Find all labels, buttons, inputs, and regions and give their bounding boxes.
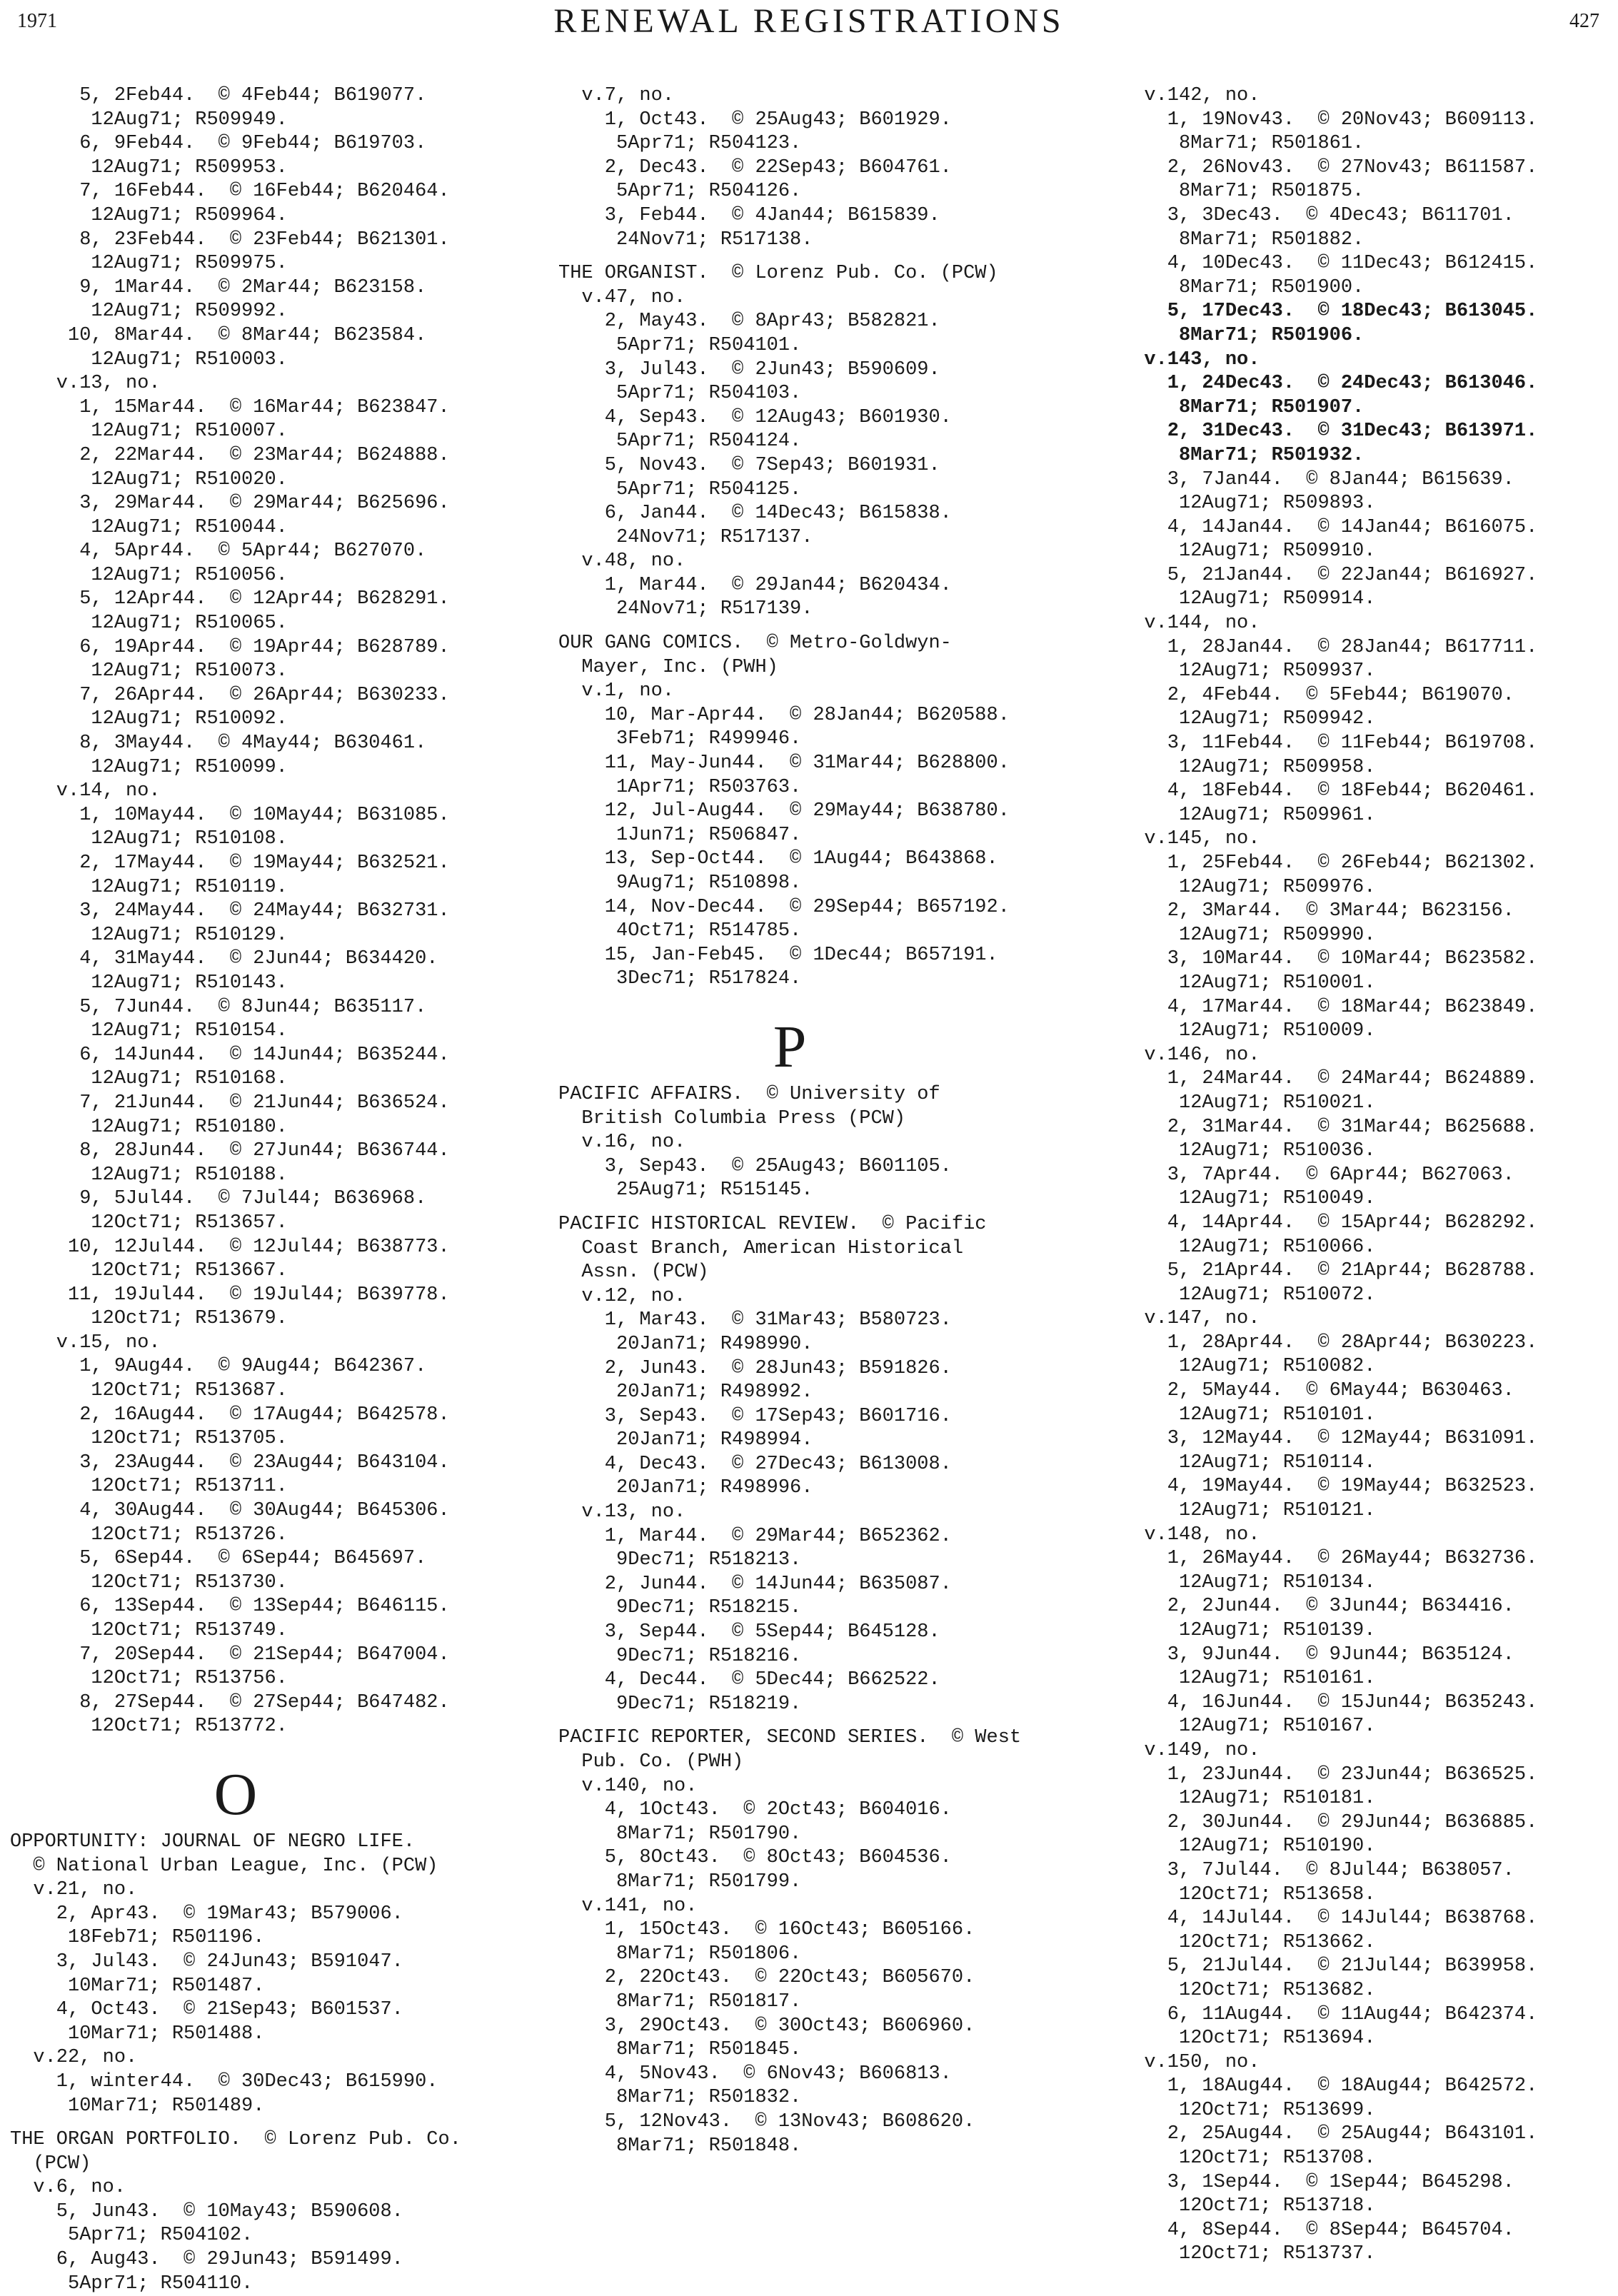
column-middle — [558, 84, 1021, 2158]
entry-line: 12Aug71; R510181. — [1121, 1788, 1376, 1810]
entry-line: 3, 7Jan44. © 8Jan44; B615639. — [1121, 468, 1514, 490]
entry-spacer — [558, 252, 1021, 262]
entry-line: 3Feb71; R499946. — [558, 728, 802, 750]
entry-line: 12Aug71; R509953. — [10, 156, 288, 178]
entry-line: 1, 28Apr44. © 28Apr44; B630223. — [1121, 1331, 1538, 1354]
page-year: 1971 — [17, 10, 57, 32]
entry-line: 4, 5Nov43. © 6Nov43; B606813. — [558, 2063, 952, 2085]
entry-line: 1, 10May44. © 10May44; B631085. — [10, 804, 450, 826]
entry-line: OPPORTUNITY: JOURNAL OF NEGRO LIFE. — [10, 1831, 416, 1853]
entry-line: 12Aug71; R510188. — [10, 1164, 288, 1186]
entry-spacer — [10, 2118, 461, 2128]
entry-line: v.21, no. — [10, 1879, 138, 1901]
entry-line: v.149, no. — [1121, 1739, 1260, 1761]
entry-line: 6, 14Jun44. © 14Jun44; B635244. — [10, 1044, 450, 1066]
entry-line: 5Apr71; R504110. — [10, 2272, 253, 2295]
entry-line: v.148, no. — [1121, 1524, 1260, 1546]
entry-line: 12Aug71; R510139. — [1121, 1620, 1376, 1641]
entry-line: 12Oct71; R513699. — [1121, 2099, 1376, 2121]
entry-line: 2, Apr43. © 19Mar43; B579006. — [10, 1903, 403, 1925]
entry-line: 12Oct71; R513749. — [10, 1620, 288, 1641]
entry-line: v.1, no. — [558, 680, 675, 703]
entry-line: 12Aug71; R509976. — [1121, 876, 1376, 898]
entry-line: 4, 17Mar44. © 18Mar44; B623849. — [1121, 996, 1538, 1018]
entry-line: 5, 21Jan44. © 22Jan44; B616927. — [1121, 564, 1538, 586]
entry-line: 12Aug71; R510114. — [1121, 1451, 1376, 1474]
entry-line: 20Jan71; R498994. — [558, 1429, 813, 1451]
entry-line: 2, 25Aug44. © 25Aug44; B643101. — [1121, 2123, 1538, 2145]
entry-line: 5, 21Jul44. © 21Jul44; B639958. — [1121, 1955, 1538, 1978]
entry-line: 8Mar71; R501848. — [558, 2135, 802, 2157]
entry-line: 3, 9Jun44. © 9Jun44; B635124. — [1121, 1643, 1514, 1666]
entry-line: 24Nov71; R517139. — [558, 598, 813, 620]
entry-line: 12Oct71; R513708. — [1121, 2148, 1376, 2170]
entry-spacer — [558, 1716, 1021, 1726]
entry-line: 4, 31May44. © 2Jun44; B634420. — [10, 948, 438, 970]
entry-line: 15, Jan-Feb45. © 1Dec44; B657191. — [558, 944, 998, 966]
entry-line: 4, 18Feb44. © 18Feb44; B620461. — [1121, 780, 1538, 802]
entry-line: 1, Mar44. © 29Mar44; B652362. — [558, 1525, 952, 1547]
entry-line: 12Oct71; R513682. — [1121, 1979, 1376, 2001]
entry-line: 12Aug71; R510167. — [1121, 1716, 1376, 1738]
entry-line: 12Aug71; R510180. — [10, 1116, 288, 1138]
entry-line: v.140, no. — [558, 1775, 698, 1797]
entry-line: v.13, no. — [558, 1501, 686, 1524]
entry-line: 1, 18Aug44. © 18Aug44; B642572. — [1121, 2075, 1538, 2098]
entry-line: 9Dec71; R518213. — [558, 1549, 802, 1571]
entry-line: © National Urban League, Inc. (PCW) — [10, 1855, 438, 1877]
entry-line: THE ORGAN PORTFOLIO. © Lorenz Pub. Co. — [10, 2129, 461, 2151]
entry-line: 20Jan71; R498992. — [558, 1381, 813, 1404]
section-letter: P — [773, 1013, 807, 1080]
entry-line: 7, 26Apr44. © 26Apr44; B630233. — [10, 684, 450, 706]
entry-line: PACIFIC AFFAIRS. © University of — [558, 1083, 940, 1105]
entry-line: 4, Dec44. © 5Dec44; B662522. — [558, 1669, 940, 1691]
entry-line: 2, 30Jun44. © 29Jun44; B636885. — [1121, 1811, 1538, 1833]
entry-line: British Columbia Press (PCW) — [558, 1107, 906, 1129]
entry-line: 12Aug71; R509914. — [1121, 588, 1376, 610]
entry-line: 9, 5Jul44. © 7Jul44; B636968. — [10, 1188, 427, 1210]
entry-line: 12Oct71; R513772. — [10, 1716, 288, 1738]
entry-line: 2, Jun43. © 28Jun43; B591826. — [558, 1357, 952, 1379]
entry-line: 8, 27Sep44. © 27Sep44; B647482. — [10, 1691, 450, 1713]
page-number: 427 — [1569, 10, 1599, 32]
entry-line: 2, 22Mar44. © 23Mar44; B624888. — [10, 444, 450, 466]
entry-line: 12Aug71; R509910. — [1121, 540, 1376, 563]
entry-line: 5Apr71; R504123. — [558, 133, 802, 155]
entry-line: 12Aug71; R510001. — [1121, 972, 1376, 994]
entry-line: 1, 19Nov43. © 20Nov43; B609113. — [1121, 109, 1538, 131]
entry-line: 5Apr71; R504103. — [558, 383, 802, 405]
entry-line: 12Aug71; R510154. — [10, 1020, 288, 1042]
entry-line: 1, 24Mar44. © 24Mar44; B624889. — [1121, 1068, 1538, 1090]
entry-line: 3, 3Dec43. © 4Dec43; B611701. — [1121, 204, 1514, 226]
entry-line: 12Aug71; R509949. — [10, 109, 288, 131]
entry-line: 12Aug71; R510168. — [10, 1068, 288, 1090]
entry-line: 4, 14Jan44. © 14Jan44; B616075. — [1121, 516, 1538, 538]
entry-line: 1Apr71; R503763. — [558, 776, 802, 798]
entry-line: 3, 7Jul44. © 8Jul44; B638057. — [1121, 1859, 1514, 1881]
entry-line: v.147, no. — [1121, 1308, 1260, 1330]
entry-line: 4, 1Oct43. © 2Oct43; B604016. — [558, 1799, 952, 1821]
entry-line: 12Aug71; R510044. — [10, 516, 288, 538]
entry-line: 9Dec71; R518215. — [558, 1597, 802, 1619]
entry-line: 3, 10Mar44. © 10Mar44; B623582. — [1121, 948, 1538, 970]
entry-line: 8Mar71; R501906. — [1121, 324, 1365, 346]
entry-line: 12Aug71; R510065. — [10, 613, 288, 635]
entry-line: 5Apr71; R504126. — [558, 181, 802, 203]
entry-line: 3, 7Apr44. © 6Apr44; B627063. — [1121, 1164, 1514, 1186]
entry-line: 12Aug71; R509961. — [1121, 804, 1376, 826]
entry-line: v.142, no. — [1121, 85, 1260, 106]
entry-line: 3, 29Mar44. © 29Mar44; B625696. — [10, 493, 450, 515]
entry-line: 10Mar71; R501488. — [10, 2023, 265, 2045]
entry-line: 4, Sep43. © 12Aug43; B601930. — [558, 406, 952, 428]
entry-line: 3Dec71; R517824. — [558, 968, 802, 990]
entry-line: 2, 26Nov43. © 27Nov43; B611587. — [1121, 156, 1538, 178]
entry-line: 12Oct71; R513737. — [1121, 2243, 1376, 2265]
entry-line: 2, 5May44. © 6May44; B630463. — [1121, 1380, 1514, 1402]
entry-line: Mayer, Inc. (PWH) — [558, 656, 778, 678]
entry-line: 7, 20Sep44. © 21Sep44; B647004. — [10, 1643, 450, 1666]
entry-line: 5, 17Dec43. © 18Dec43; B613045. — [1121, 301, 1538, 323]
entry-line: 5Apr71; R504124. — [558, 430, 802, 453]
entry-line: 8, 23Feb44. © 23Feb44; B621301. — [10, 228, 450, 251]
entry-line: 12Aug71; R510072. — [1121, 1284, 1376, 1306]
page-title: RENEWAL REGISTRATIONS — [553, 2, 1065, 40]
entry-spacer — [10, 1739, 461, 1759]
entry-line: v.16, no. — [558, 1132, 686, 1154]
entry-line: 3, 29Oct43. © 30Oct43; B606960. — [558, 2015, 975, 2037]
entry-line: 2, Jun44. © 14Jun44; B635087. — [558, 1573, 952, 1595]
entry-line: 12Aug71; R509990. — [1121, 924, 1376, 946]
entry-line: 5, 8Oct43. © 8Oct43; B604536. — [558, 1847, 952, 1869]
entry-line: 1, 24Dec43. © 24Dec43; B613046. — [1121, 373, 1538, 395]
entry-line: 12Oct71; R513726. — [10, 1524, 288, 1546]
entry-line: 12Aug71; R510009. — [1121, 1020, 1376, 1042]
entry-line: 4, Oct43. © 21Sep43; B601537. — [10, 1999, 403, 2021]
entry-line: 12Oct71; R513756. — [10, 1668, 288, 1690]
entry-line: 12Aug71; R509942. — [1121, 708, 1376, 730]
entry-line: 6, 19Apr44. © 19Apr44; B628789. — [10, 636, 450, 658]
entry-line: 10Mar71; R501487. — [10, 1975, 265, 1997]
entry-line: v.145, no. — [1121, 828, 1260, 850]
entry-line: 1, 26May44. © 26May44; B632736. — [1121, 1548, 1538, 1570]
entry-line: v.141, no. — [558, 1895, 698, 1917]
entry-spacer — [558, 622, 1021, 632]
entry-line: v.6, no. — [10, 2177, 126, 2199]
entry-line: 1, Oct43. © 25Aug43; B601929. — [558, 109, 952, 131]
entry-line: 12Aug71; R510021. — [1121, 1092, 1376, 1114]
entry-line: 8Mar71; R501806. — [558, 1943, 802, 1965]
column-right — [1121, 84, 1537, 2267]
entry-line: 6, Aug43. © 29Jun43; B591499. — [10, 2249, 403, 2271]
entry-line: 9, 1Mar44. © 2Mar44; B623158. — [10, 276, 427, 298]
entry-line: 8Mar71; R501799. — [558, 1870, 802, 1893]
entry-line: 12Oct71; R513705. — [10, 1428, 288, 1450]
entry-line: 10, 12Jul44. © 12Jul44; B638773. — [10, 1236, 450, 1258]
entry-line: 12Oct71; R513730. — [10, 1571, 288, 1593]
entry-line: 12Aug71; R509992. — [10, 301, 288, 323]
entry-line: 12Aug71; R510056. — [10, 564, 288, 586]
entry-line: 3, Sep43. © 17Sep43; B601716. — [558, 1405, 952, 1427]
entry-line: v.12, no. — [558, 1285, 686, 1307]
entry-line: 18Feb71; R501196. — [10, 1927, 265, 1949]
entry-line: 6, 9Feb44. © 9Feb44; B619703. — [10, 133, 427, 155]
entry-spacer — [558, 1203, 1021, 1213]
entry-line: 8Mar71; R501861. — [1121, 133, 1365, 155]
entry-line: 12Oct71; R513657. — [10, 1212, 288, 1234]
entry-line: 5Apr71; R504125. — [558, 478, 802, 500]
entry-line: 1, 15Oct43. © 16Oct43; B605166. — [558, 1919, 975, 1941]
entry-line: 3, Sep44. © 5Sep44; B645128. — [558, 1621, 940, 1643]
entry-line: 3, 12May44. © 12May44; B631091. — [1121, 1428, 1538, 1450]
entry-line: 2, 17May44. © 19May44; B632521. — [10, 852, 450, 874]
entry-line: 12Oct71; R513658. — [1121, 1883, 1376, 1905]
entry-line: 24Nov71; R517138. — [558, 228, 813, 251]
entry-line: 5, 12Nov43. © 13Nov43; B608620. — [558, 2110, 975, 2133]
entry-line: 8Mar71; R501817. — [558, 1990, 802, 2013]
entry-line: 12Aug71; R510066. — [1121, 1236, 1376, 1258]
entry-line: 12Oct71; R513679. — [10, 1308, 288, 1330]
section-letter: O — [213, 1761, 258, 1828]
entry-line: 3, 23Aug44. © 23Aug44; B643104. — [10, 1451, 450, 1474]
entry-line: 1, winter44. © 30Dec43; B615990. — [10, 2070, 438, 2093]
entry-line: 12Aug71; R510049. — [1121, 1188, 1376, 1210]
entry-line: 2, 31Mar44. © 31Mar44; B625688. — [1121, 1116, 1538, 1138]
entry-line: 24Nov71; R517137. — [558, 526, 813, 548]
entry-line: 2, 3Mar44. © 3Mar44; B623156. — [1121, 900, 1514, 922]
entry-line: 5, Jun43. © 10May43; B590608. — [10, 2200, 403, 2222]
entry-line: v.143, no. — [1121, 348, 1260, 371]
entry-line: 12Aug71; R509958. — [1121, 756, 1376, 778]
entry-line: 5, 6Sep44. © 6Sep44; B645697. — [10, 1548, 427, 1570]
entry-line: 1, 28Jan44. © 28Jan44; B617711. — [1121, 636, 1538, 658]
entry-line: (PCW) — [10, 2152, 91, 2175]
entry-line: 10Mar71; R501489. — [10, 2095, 265, 2117]
entry-line: 4, 10Dec43. © 11Dec43; B612415. — [1121, 253, 1538, 275]
entry-line: 12Oct71; R513662. — [1121, 1931, 1376, 1953]
entry-line: 12Oct71; R513694. — [1121, 2028, 1376, 2050]
entry-line: v.14, no. — [10, 780, 161, 802]
entry-line: 6, Jan44. © 14Dec43; B615838. — [558, 503, 952, 525]
entry-line: 12Oct71; R513667. — [10, 1260, 288, 1282]
entry-line: 12Aug71; R510190. — [1121, 1836, 1376, 1858]
entry-line: 4, 14Apr44. © 15Apr44; B628292. — [1121, 1212, 1538, 1234]
entry-line: 5Apr71; R504101. — [558, 334, 802, 356]
entry-line: 12Aug71; R510101. — [1121, 1404, 1376, 1426]
entry-line: PACIFIC HISTORICAL REVIEW. © Pacific — [558, 1213, 987, 1235]
entry-line: PACIFIC REPORTER, SECOND SERIES. © West — [558, 1727, 1022, 1749]
entry-line: 9Dec71; R518219. — [558, 1693, 802, 1715]
entry-line: 2, 2Jun44. © 3Jun44; B634416. — [1121, 1596, 1514, 1618]
entry-line: 20Jan71; R498990. — [558, 1333, 813, 1355]
entry-line: v.48, no. — [558, 550, 686, 573]
entry-line: 3, Feb44. © 4Jan44; B615839. — [558, 204, 940, 226]
entry-line: 2, May43. © 8Apr43; B582821. — [558, 311, 940, 333]
entry-line: 11, 19Jul44. © 19Jul44; B639778. — [10, 1284, 450, 1306]
entry-line: 3, 1Sep44. © 1Sep44; B645298. — [1121, 2171, 1514, 2193]
entry-line: 3, 11Feb44. © 11Feb44; B619708. — [1121, 732, 1538, 755]
entry-line: 6, 11Aug44. © 11Aug44; B642374. — [1121, 2003, 1538, 2025]
entry-line: 12Aug71; R510020. — [10, 468, 288, 490]
entry-line: THE ORGANIST. © Lorenz Pub. Co. (PCW) — [558, 263, 998, 285]
entry-line: 1, Mar43. © 31Mar43; B580723. — [558, 1309, 952, 1331]
entry-line: 1, 9Aug44. © 9Aug44; B642367. — [10, 1356, 427, 1378]
entry-line: v.150, no. — [1121, 2051, 1260, 2073]
entry-line: 12Aug71; R510121. — [1121, 1500, 1376, 1522]
entry-line: 8Mar71; R501832. — [558, 2087, 802, 2109]
entry-line: 6, 13Sep44. © 13Sep44; B646115. — [10, 1596, 450, 1618]
column-left — [10, 84, 461, 2296]
entry-line: v.15, no. — [10, 1331, 161, 1354]
entry-line: 1, 15Mar44. © 16Mar44; B623847. — [10, 396, 450, 418]
entry-line: Assn. (PCW) — [558, 1262, 709, 1284]
entry-line: 2, 31Dec43. © 31Dec43; B613971. — [1121, 421, 1538, 443]
entry-line: 20Jan71; R498996. — [558, 1477, 813, 1499]
entry-line: 14, Nov-Dec44. © 29Sep44; B657192. — [558, 896, 1010, 918]
entry-line: 12Oct71; R513687. — [10, 1380, 288, 1402]
entry-line: 7, 16Feb44. © 16Feb44; B620464. — [10, 181, 450, 203]
entry-line: 12Aug71; R510108. — [10, 828, 288, 850]
entry-line: 4, 30Aug44. © 30Aug44; B645306. — [10, 1500, 450, 1522]
entry-line: 10, 8Mar44. © 8Mar44; B623584. — [10, 324, 427, 346]
entry-line: 12Aug71; R509937. — [1121, 660, 1376, 683]
entry-line: 4, 16Jun44. © 15Jun44; B635243. — [1121, 1691, 1538, 1713]
entry-line: 13, Sep-Oct44. © 1Aug44; B643868. — [558, 848, 998, 870]
entry-line: v.47, no. — [558, 286, 686, 308]
entry-line: 1, 25Feb44. © 26Feb44; B621302. — [1121, 852, 1538, 874]
entry-line: 12Aug71; R509893. — [1121, 493, 1376, 515]
entry-line: v.146, no. — [1121, 1044, 1260, 1066]
entry-line: 1, Mar44. © 29Jan44; B620434. — [558, 574, 952, 596]
entry-line: 8Mar71; R501900. — [1121, 276, 1365, 298]
entry-line: 8Mar71; R501932. — [1121, 444, 1365, 466]
entry-line: 8Mar71; R501790. — [558, 1823, 802, 1845]
entry-line: 12, Jul-Aug44. © 29May44; B638780. — [558, 800, 1010, 822]
entry-line: 1, 23Jun44. © 23Jun44; B636525. — [1121, 1763, 1538, 1786]
entry-line: 3, Jul43. © 24Jun43; B591047. — [10, 1950, 403, 1973]
entry-line: 4, Dec43. © 27Dec43; B613008. — [558, 1453, 952, 1475]
entry-line: 12Aug71; R510082. — [1121, 1356, 1376, 1378]
entry-line: 5, 7Jun44. © 8Jun44; B635117. — [10, 996, 427, 1018]
entry-line: 12Aug71; R510143. — [10, 972, 288, 994]
entry-line: 11, May-Jun44. © 31Mar44; B628800. — [558, 752, 1010, 775]
entry-line: 12Aug71; R509975. — [10, 253, 288, 275]
entry-line: 12Aug71; R510007. — [10, 421, 288, 443]
entry-line: 5, 12Apr44. © 12Apr44; B628291. — [10, 588, 450, 610]
entry-line: 9Dec71; R518216. — [558, 1645, 802, 1667]
entry-line: 7, 21Jun44. © 21Jun44; B636524. — [10, 1092, 450, 1114]
entry-line: 12Aug71; R510161. — [1121, 1668, 1376, 1690]
entry-line: 10, Mar-Apr44. © 28Jan44; B620588. — [558, 704, 1010, 726]
entry-line: 4, 14Jul44. © 14Jul44; B638768. — [1121, 1908, 1538, 1930]
entry-line: 1Jun71; R506847. — [558, 824, 802, 846]
entry-line: 4Oct71; R514785. — [558, 920, 802, 942]
entry-line: 3, Jul43. © 2Jun43; B590609. — [558, 358, 940, 381]
entry-line: OUR GANG COMICS. © Metro-Goldwyn- — [558, 633, 952, 655]
entry-line: 12Oct71; R513718. — [1121, 2195, 1376, 2217]
entry-line: 3, Sep43. © 25Aug43; B601105. — [558, 1155, 952, 1177]
entry-line: 12Aug71; R510119. — [10, 876, 288, 898]
entry-line: 12Aug71; R509964. — [10, 204, 288, 226]
entry-line: 4, 5Apr44. © 5Apr44; B627070. — [10, 540, 427, 563]
entry-line: Coast Branch, American Historical — [558, 1237, 964, 1259]
entry-line: 2, 4Feb44. © 5Feb44; B619070. — [1121, 684, 1514, 706]
entry-line: 25Aug71; R515145. — [558, 1179, 813, 1202]
entry-spacer — [558, 992, 1021, 1012]
entry-line: v.22, no. — [10, 2047, 138, 2069]
entry-line: 5, Nov43. © 7Sep43; B601931. — [558, 454, 940, 476]
entry-line: 12Aug71; R510129. — [10, 924, 288, 946]
entry-line: v.13, no. — [10, 373, 161, 395]
entry-line: Pub. Co. (PWH) — [558, 1751, 744, 1773]
entry-line: 12Aug71; R510134. — [1121, 1571, 1376, 1593]
entry-line: 4, 8Sep44. © 8Sep44; B645704. — [1121, 2219, 1514, 2241]
entry-line: 5, 21Apr44. © 21Apr44; B628788. — [1121, 1260, 1538, 1282]
entry-line: 12Aug71; R510073. — [10, 660, 288, 683]
entry-line: 8Mar71; R501875. — [1121, 181, 1365, 203]
entry-line: 12Aug71; R510092. — [10, 708, 288, 730]
entry-line: 8Mar71; R501882. — [1121, 228, 1365, 251]
entry-line: 12Aug71; R510099. — [10, 756, 288, 778]
entry-line: 2, 16Aug44. © 17Aug44; B642578. — [10, 1404, 450, 1426]
entry-line: 5Apr71; R504102. — [10, 2225, 253, 2247]
entry-line: 8Mar71; R501907. — [1121, 396, 1365, 418]
entry-line: 2, Dec43. © 22Sep43; B604761. — [558, 156, 952, 178]
entry-line: v.7, no. — [558, 85, 675, 106]
entry-line: 12Oct71; R513711. — [10, 1476, 288, 1498]
entry-line: 5, 2Feb44. © 4Feb44; B619077. — [10, 85, 427, 106]
entry-line: 8, 28Jun44. © 27Jun44; B636744. — [10, 1140, 450, 1162]
entry-line: v.144, no. — [1121, 613, 1260, 635]
entry-line: 8Mar71; R501845. — [558, 2039, 802, 2061]
entry-line: 2, 22Oct43. © 22Oct43; B605670. — [558, 1967, 975, 1989]
entry-line: 9Aug71; R510898. — [558, 872, 802, 894]
entry-line: 8, 3May44. © 4May44; B630461. — [10, 732, 427, 755]
entry-line: 12Aug71; R510036. — [1121, 1140, 1376, 1162]
entry-line: 3, 24May44. © 24May44; B632731. — [10, 900, 450, 922]
entry-line: 4, 19May44. © 19May44; B632523. — [1121, 1476, 1538, 1498]
entry-line: 12Aug71; R510003. — [10, 348, 288, 371]
